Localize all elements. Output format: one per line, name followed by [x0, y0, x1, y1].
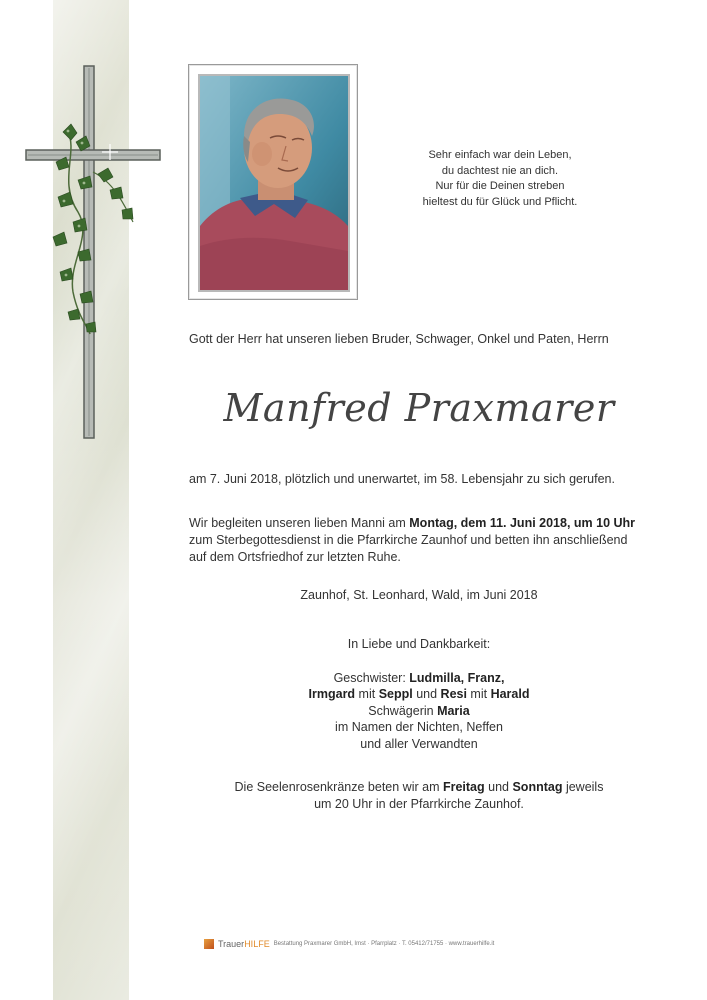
rosary-line: um 20 Uhr in der Pfarrkirche Zaunhof. — [314, 796, 524, 811]
poem-line: hieltest du für Glück und Pflicht. — [422, 195, 578, 208]
name: Maria — [437, 703, 470, 718]
poem-line: du dachtest nie an dich. — [441, 164, 559, 177]
deceased-name: Manfred Praxmarer — [223, 386, 615, 430]
label: Geschwister: — [333, 670, 410, 685]
spacer — [189, 653, 649, 670]
mourners-line: und aller Verwandten — [360, 736, 478, 751]
brand-part: Trauer — [218, 939, 245, 949]
day: Freitag — [442, 780, 485, 794]
poem-line: Nur für die Deinen streben — [435, 180, 565, 192]
death-notice: am 7. Juni 2018, plötzlich und unerwartet, im 58. Lebensjahr zu sich gerufen. — [189, 472, 615, 486]
name: Seppl — [378, 687, 413, 701]
mourners-line — [189, 703, 649, 720]
funeral-date: Montag, dem 11. Juni 2018, um 10 Uhr — [409, 516, 636, 530]
footer — [204, 937, 494, 951]
text: Die Seelenrosenkränze beten wir am — [234, 780, 443, 794]
connector: und — [412, 687, 441, 701]
connector: mit — [355, 687, 379, 701]
text: jeweils — [562, 780, 604, 794]
name: Harald — [490, 687, 530, 701]
trauerhilfe-logo-icon — [204, 939, 214, 949]
brand-part: HILFE — [244, 939, 270, 949]
footer-details: Bestattung Praxmarer GmbH, Imst · Pfarrplatz · T. 05412/71755 · www.trauerhilfe.it — [273, 941, 495, 947]
portrait-image — [200, 76, 348, 290]
brand-name — [218, 939, 270, 949]
name: Ludmilla, Franz, — [409, 670, 505, 685]
mourners-heading: In Liebe und Dankbarkeit: — [347, 637, 491, 651]
cross-with-ivy-icon — [18, 62, 168, 442]
portrait-frame — [188, 64, 358, 300]
day: Sonntag — [512, 780, 563, 794]
funeral-line — [189, 515, 659, 532]
funeral-text: Wir begleiten unseren lieben Manni am — [189, 516, 410, 530]
connector: mit — [466, 687, 491, 701]
mourners-line — [189, 686, 649, 703]
rosary-notice — [189, 779, 649, 812]
rosary-line — [189, 779, 649, 796]
name: Resi — [440, 687, 467, 701]
connector: und — [484, 780, 513, 794]
poem-line: Sehr einfach war dein Leben, — [428, 149, 572, 161]
mourners-line — [189, 670, 649, 687]
name: Irmgard — [308, 687, 356, 701]
place-date: Zaunhof, St. Leonhard, Wald, im Juni 2018 — [300, 588, 538, 602]
funeral-line: auf dem Ortsfriedhof zur letzten Ruhe. — [189, 550, 401, 564]
mourners-line: im Namen der Nichten, Neffen — [335, 720, 503, 734]
label: Schwägerin — [368, 703, 438, 718]
portrait-photo — [198, 74, 350, 292]
intro-text: Gott der Herr hat unseren lieben Bruder, Schwager, Onkel und Paten, Herrn — [189, 332, 609, 346]
mourners-list — [189, 636, 649, 752]
poem — [395, 148, 605, 210]
funeral-notice — [189, 515, 659, 566]
funeral-line: zum Sterbegottesdienst in die Pfarrkirche Zaunhof und betten ihn anschließend — [189, 533, 628, 547]
